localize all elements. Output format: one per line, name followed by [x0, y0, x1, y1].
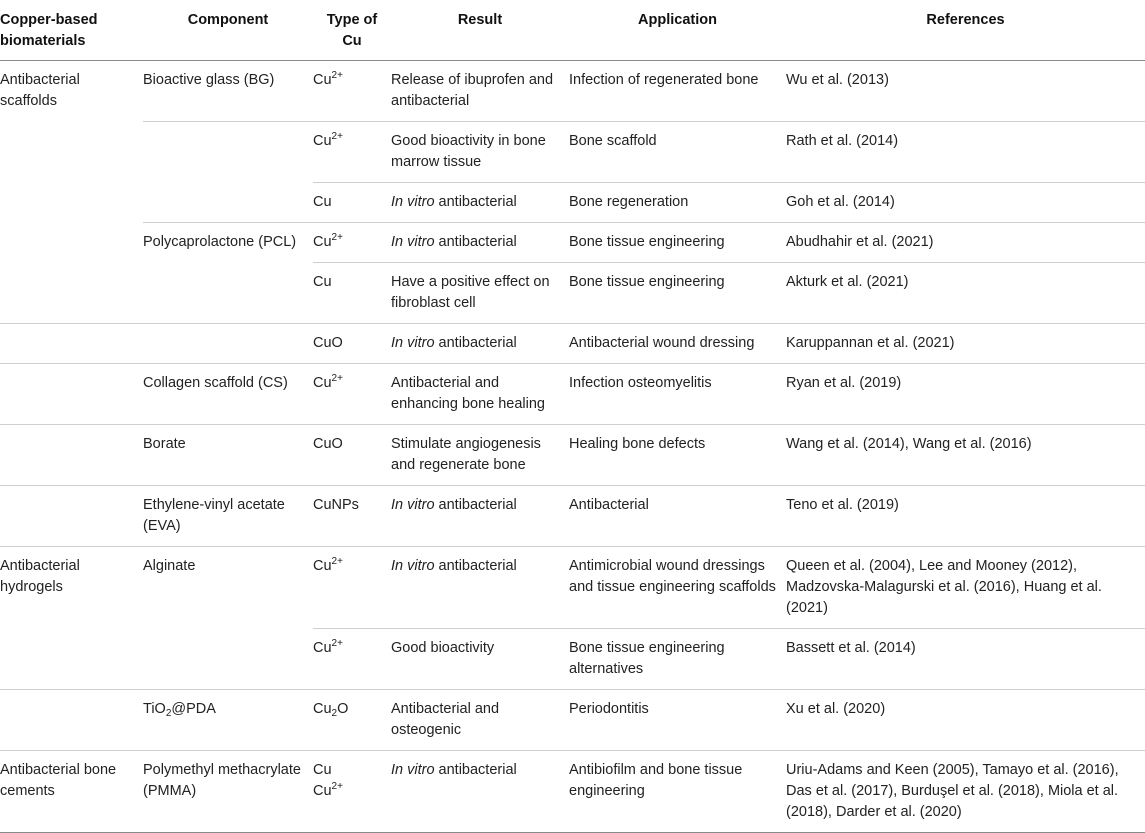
- references-cell: Goh et al. (2014): [786, 183, 1145, 223]
- references-cell: Abudhahir et al. (2021): [786, 223, 1145, 263]
- header-type-of-cu: Type of Cu: [313, 0, 391, 61]
- component-cell: Borate: [143, 425, 313, 486]
- result-cell: In vitro antibacterial: [391, 486, 569, 547]
- group-cell: [0, 425, 143, 486]
- application-cell: Bone scaffold: [569, 122, 786, 183]
- application-cell: Healing bone defects: [569, 425, 786, 486]
- references-cell: Queen et al. (2004), Lee and Mooney (2012), Madzovska-Malagurski et al. (2016), Huang et al. (2021): [786, 547, 1145, 629]
- cu-type-cell: $Cu^{2+}$: [313, 223, 391, 263]
- group-cell: Antibacterial scaffolds: [0, 72, 80, 109]
- group-cell: [0, 690, 143, 751]
- references-cell: Rath et al. (2014): [786, 122, 1145, 183]
- references-cell: Karuppannan et al. (2021): [786, 324, 1145, 364]
- group-cell: [0, 263, 143, 324]
- cu-type-cell: $Cu^{2+}$: [313, 61, 391, 122]
- component-cell: [143, 324, 313, 364]
- header-application: Application: [569, 0, 786, 61]
- references-cell: Teno et al. (2019): [786, 486, 1145, 547]
- header-result: Result: [391, 0, 569, 61]
- group-cell: [0, 122, 143, 183]
- application-cell: Infection of regenerated bone: [569, 61, 786, 122]
- result-cell: In vitro antibacterial: [391, 547, 569, 629]
- table-row: [0, 486, 1145, 547]
- table-row: [0, 364, 1145, 425]
- references-cell: Bassett et al. (2014): [786, 629, 1145, 690]
- component-cell: [143, 122, 313, 183]
- header-row: [0, 0, 1145, 61]
- application-cell: Bone tissue engineering alternatives: [569, 629, 786, 690]
- header-component: Component: [143, 0, 313, 61]
- component-cell: Ethylene-vinyl acetate (EVA): [143, 486, 313, 547]
- cu-type-cell: $Cu^{2+}$: [313, 629, 391, 690]
- table-row: [0, 183, 1145, 223]
- header-references: References: [786, 0, 1145, 61]
- cu-type-cell: $Cu_2O$: [313, 690, 391, 751]
- cu-type-cell: CuO: [313, 324, 391, 364]
- result-cell: Good bioactivity in bone marrow tissue: [391, 122, 569, 183]
- group-cell: [0, 324, 143, 364]
- cu-type-cell: CuO: [313, 425, 391, 486]
- table-row: [0, 425, 1145, 486]
- table-row: [0, 122, 1145, 183]
- group-cell: [0, 183, 143, 223]
- result-cell: In vitro antibacterial: [391, 324, 569, 364]
- component-cell: Collagen scaffold (CS): [143, 364, 313, 425]
- result-cell: Stimulate angiogenesis and regenerate bone: [391, 425, 569, 486]
- application-cell: Bone tissue engineering: [569, 223, 786, 263]
- component-cell: Polycaprolactone (PCL): [143, 234, 297, 250]
- table-row: [0, 751, 1145, 833]
- result-cell: Antibacterial and enhancing bone healing: [391, 364, 569, 425]
- cu-type-cell: Cu: [313, 183, 391, 223]
- application-cell: Antimicrobial wound dressings and tissue engineering scaffolds: [569, 547, 786, 629]
- table-row: [0, 61, 1145, 122]
- table-row: [0, 690, 1145, 751]
- application-cell: Antibiofilm and bone tissue engineering: [569, 751, 786, 833]
- table-row: [0, 223, 1145, 263]
- references-cell: Wang et al. (2014), Wang et al. (2016): [786, 425, 1145, 486]
- references-cell: Akturk et al. (2021): [786, 263, 1145, 324]
- group-cell: [0, 486, 143, 547]
- references-cell: Wu et al. (2013): [786, 61, 1145, 122]
- component-cell: [143, 183, 313, 223]
- result-cell: Antibacterial and osteogenic: [391, 690, 569, 751]
- references-cell: Uriu-Adams and Keen (2005), Tamayo et al. (2016), Das et al. (2017), Burduşel et al. (2018), Miola et al. (2018), Darder et al. (2020): [786, 751, 1145, 833]
- cu-type-cell: CuNPs: [313, 486, 391, 547]
- references-cell: Ryan et al. (2019): [786, 364, 1145, 425]
- group-cell: [0, 223, 143, 263]
- application-cell: Bone tissue engineering: [569, 263, 786, 324]
- result-cell: Release of ibuprofen and antibacterial: [391, 61, 569, 122]
- cu-type-cell: $Cu^{2+}$: [313, 122, 391, 183]
- result-cell: Good bioactivity: [391, 629, 569, 690]
- cu-type-cell: $Cu^{2+}$: [313, 364, 391, 425]
- table-row: [0, 629, 1145, 690]
- table-row: [0, 324, 1145, 364]
- component-cell: [143, 629, 313, 690]
- references-cell: Xu et al. (2020): [786, 690, 1145, 751]
- cu-type-cell: Cu $Cu^{2+}$: [313, 751, 391, 833]
- cu-type-cell: $Cu^{2+}$: [313, 547, 391, 629]
- component-cell: Polymethyl methacrylate (PMMA): [143, 751, 313, 833]
- component-cell: [143, 263, 313, 324]
- table-row: [0, 547, 1145, 629]
- group-cell: Antibacterial bone cements: [0, 751, 143, 833]
- component-cell: Bioactive glass (BG): [143, 61, 313, 122]
- result-cell: In vitro antibacterial: [391, 223, 569, 263]
- application-cell: Bone regeneration: [569, 183, 786, 223]
- group-cell: [0, 364, 143, 425]
- header-biomaterials: Copper-based biomaterials: [0, 0, 143, 61]
- result-cell: Have a positive effect on fibroblast cell: [391, 263, 569, 324]
- application-cell: Antibacterial: [569, 486, 786, 547]
- application-cell: Antibacterial wound dressing: [569, 324, 786, 364]
- application-cell: Infection osteomyelitis: [569, 364, 786, 425]
- result-cell: In vitro antibacterial: [391, 183, 569, 223]
- component-cell: TiO$_2$@PDA: [143, 690, 313, 751]
- result-cell: In vitro antibacterial: [391, 751, 569, 833]
- application-cell: Periodontitis: [569, 690, 786, 751]
- group-cell: [0, 629, 143, 690]
- component-cell: Alginate: [143, 558, 196, 574]
- group-cell: Antibacterial hydrogels: [0, 558, 80, 595]
- table-row: [0, 263, 1145, 324]
- cu-type-cell: Cu: [313, 263, 391, 324]
